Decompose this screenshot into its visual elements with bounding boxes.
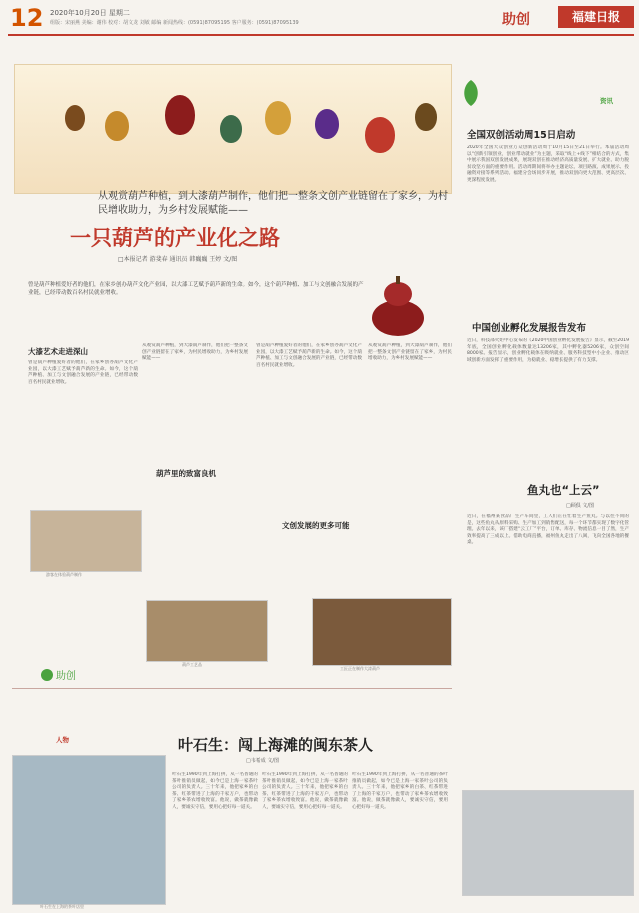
- gourd-icon: [220, 115, 242, 143]
- lead-subtitle: 从观赏葫芦种植，到大漆葫芦制作，他们把一整条文创产业链留在了家乡，为村民增收助力，为乡村发展赋能——: [98, 191, 448, 216]
- person-byline: □韦希成 文/图: [246, 758, 279, 764]
- header-rule: [8, 34, 634, 36]
- divider: [12, 688, 452, 689]
- news-tag: 资讯: [600, 97, 613, 105]
- news-body: 2020年全国大众创业万众创新活动周于10月15日至21日举行。本届活动周以“创新引领创业，创业带动就业”为主题，采取“线上+线下”相结合的方式，集中展示我国双创发展成果，展现双创在推动经济高质量发展、扩大就业、助力脱贫攻坚方面的重要作用。活动周期间将举办主题论坛、项目路演、成果展示、投融资对接等系列活动。福建分会场同步开展，推动双创向更大范围、更高层次、更深程度发展。: [467, 145, 629, 183]
- article-text: 从观赏葫芦种植，到大漆葫芦制作，他们把一整条文创产业链留在了家乡，为村民增收助力，为乡村发展赋能——: [368, 343, 452, 362]
- article-text: 曾是葫芦种植爱好者的他们，在家乡创办葫芦文化产业园，以大漆工艺赋予葫芦新的生命。如今，这个葫芦种植、加工与文创融合发展的产业链，已经带动数百名村民就业增收。: [28, 360, 138, 385]
- photo-caption: 游客在体验葫芦制作: [46, 572, 82, 577]
- photo-caption: 工匠正在制作大漆葫芦: [340, 666, 380, 671]
- person-text: 叶石生1990年到上海打拼，从一名普通的茶叶推销员做起，如今已是上海一家茶叶公司的负责人。三十年来，他把家乡的白茶、红茶带进了上海的千家万户，也带动了家乡茶农增收致富。他说，做茶就像做人，要诚实守信，要用心把好每一道关。: [262, 772, 348, 810]
- news-headline: 中国创业孵化发展报告发布: [472, 323, 587, 334]
- photo-crafts: [146, 600, 268, 662]
- photo-caption: 叶石生在上海的茶叶店里: [40, 904, 84, 909]
- article-text: 从观赏葫芦种植，到大漆葫芦制作，他们把一整条文创产业链留在了家乡，为村民增收助力，为乡村发展赋能——: [142, 343, 248, 362]
- news-body: 近日，科技部火炬中心发布的《2020中国创业孵化发展报告》显示，截至2019年底，全国创业孵化载体数量达13206家，其中孵化器5206家，众创空间8000家。报告显示，创业孵化载体在吸纳就业、服务科技型中小企业、推动区域创新方面发挥了重要作用，为稳就业、稳增长提供了有力支撑。: [467, 338, 629, 363]
- gourd-icon: [265, 101, 291, 135]
- section-head: 葫芦里的致富良机: [156, 469, 216, 478]
- gourd-icon: [105, 111, 129, 141]
- feature-byline: □顾俱 文/图: [566, 503, 594, 509]
- gourd-icon: [65, 105, 85, 131]
- person-headline: 叶石生：闯上海滩的闽东茶人: [178, 736, 374, 754]
- photo-caption: 葫芦工艺品: [182, 662, 202, 667]
- innovation-icon: [40, 668, 110, 682]
- photo-fishball-factory: [462, 790, 634, 896]
- svg-text:助创: 助创: [56, 671, 76, 682]
- section-head: 文创发展的更多可能: [282, 521, 350, 530]
- hero-image: [14, 64, 452, 194]
- lead-summary: 曾是葫芦种植爱好者的他们，在家乡创办葫芦文化产业园，以大漆工艺赋予葫芦新的生命。如今，这个葫芦种植、加工与文创融合发展的产业链，已经带动数百名村民就业增收。: [28, 282, 364, 296]
- news-headline: 全国双创活动周15日启动: [467, 130, 576, 141]
- gourd-icon: [165, 95, 195, 135]
- paper-logo: 福建日报: [558, 6, 634, 28]
- gourd-icon: [352, 272, 444, 338]
- date-line: 2020年10月20日 星期二: [50, 9, 130, 17]
- photo-tea-shop: [12, 755, 166, 905]
- section-title: 助创: [502, 12, 530, 28]
- feature-body: 近日，在福州某食品厂生产车间里，工人们正在忙着生产鱼丸。与以往不同的是，这些鱼丸从原料采购、生产加工到销售配送，每一个环节都实现了数字化管理。去年以来，该厂搭建“云工厂”平台，订单、库存、物流信息一目了然，生产效率提高了三成以上。借助电商直播，福州鱼丸走出了八闽，飞向全国各地的餐桌。: [467, 514, 629, 546]
- leaf-icon: [460, 78, 482, 108]
- article-text: 曾是葫芦种植爱好者的他们，在家乡创办葫芦文化产业园，以大漆工艺赋予葫芦新的生命。如今，这个葫芦种植、加工与文创融合发展的产业链，已经带动数百名村民就业增收。: [256, 343, 362, 368]
- lead-title: 一只葫芦的产业化之路: [70, 225, 280, 250]
- person-text: 叶石生1990年到上海打拼，从一名普通的茶叶推销员做起，如今已是上海一家茶叶公司的负责人。三十年来，他把家乡的白茶、红茶带进了上海的千家万户，也带动了家乡茶农增收致富。他说，做茶就像做人，要诚实守信，要用心把好每一道关。: [172, 772, 258, 810]
- gourd-icon: [315, 109, 339, 139]
- photo-visitors: [30, 510, 142, 572]
- photo-artisan: [312, 598, 452, 666]
- feature-headline: 鱼丸也“上云”: [527, 483, 600, 497]
- gourd-icon: [415, 103, 437, 131]
- lead-byline: □本报记者 游斐春 通讯员 韩巍巍 王婷 文/图: [118, 256, 238, 263]
- meta-line: 组版：宋丽燕 美编：谢伟 校对：胡文龙 刘敏 邮编 新闻热线：(0591)87095195 客户服务：(0591)87095139: [50, 20, 299, 26]
- section-head: 大漆艺术走进深山: [28, 347, 88, 356]
- person-tag: 人物: [56, 736, 69, 744]
- page-number: 12: [10, 4, 44, 32]
- gourd-icon: [365, 117, 395, 153]
- person-text: 叶石生1990年到上海打拼，从一名普通的茶叶推销员做起，如今已是上海一家茶叶公司的负责人。三十年来，他把家乡的白茶、红茶带进了上海的千家万户，也带动了家乡茶农增收致富。他说，做茶就像做人，要诚实守信，要用心把好每一道关。: [352, 772, 448, 810]
